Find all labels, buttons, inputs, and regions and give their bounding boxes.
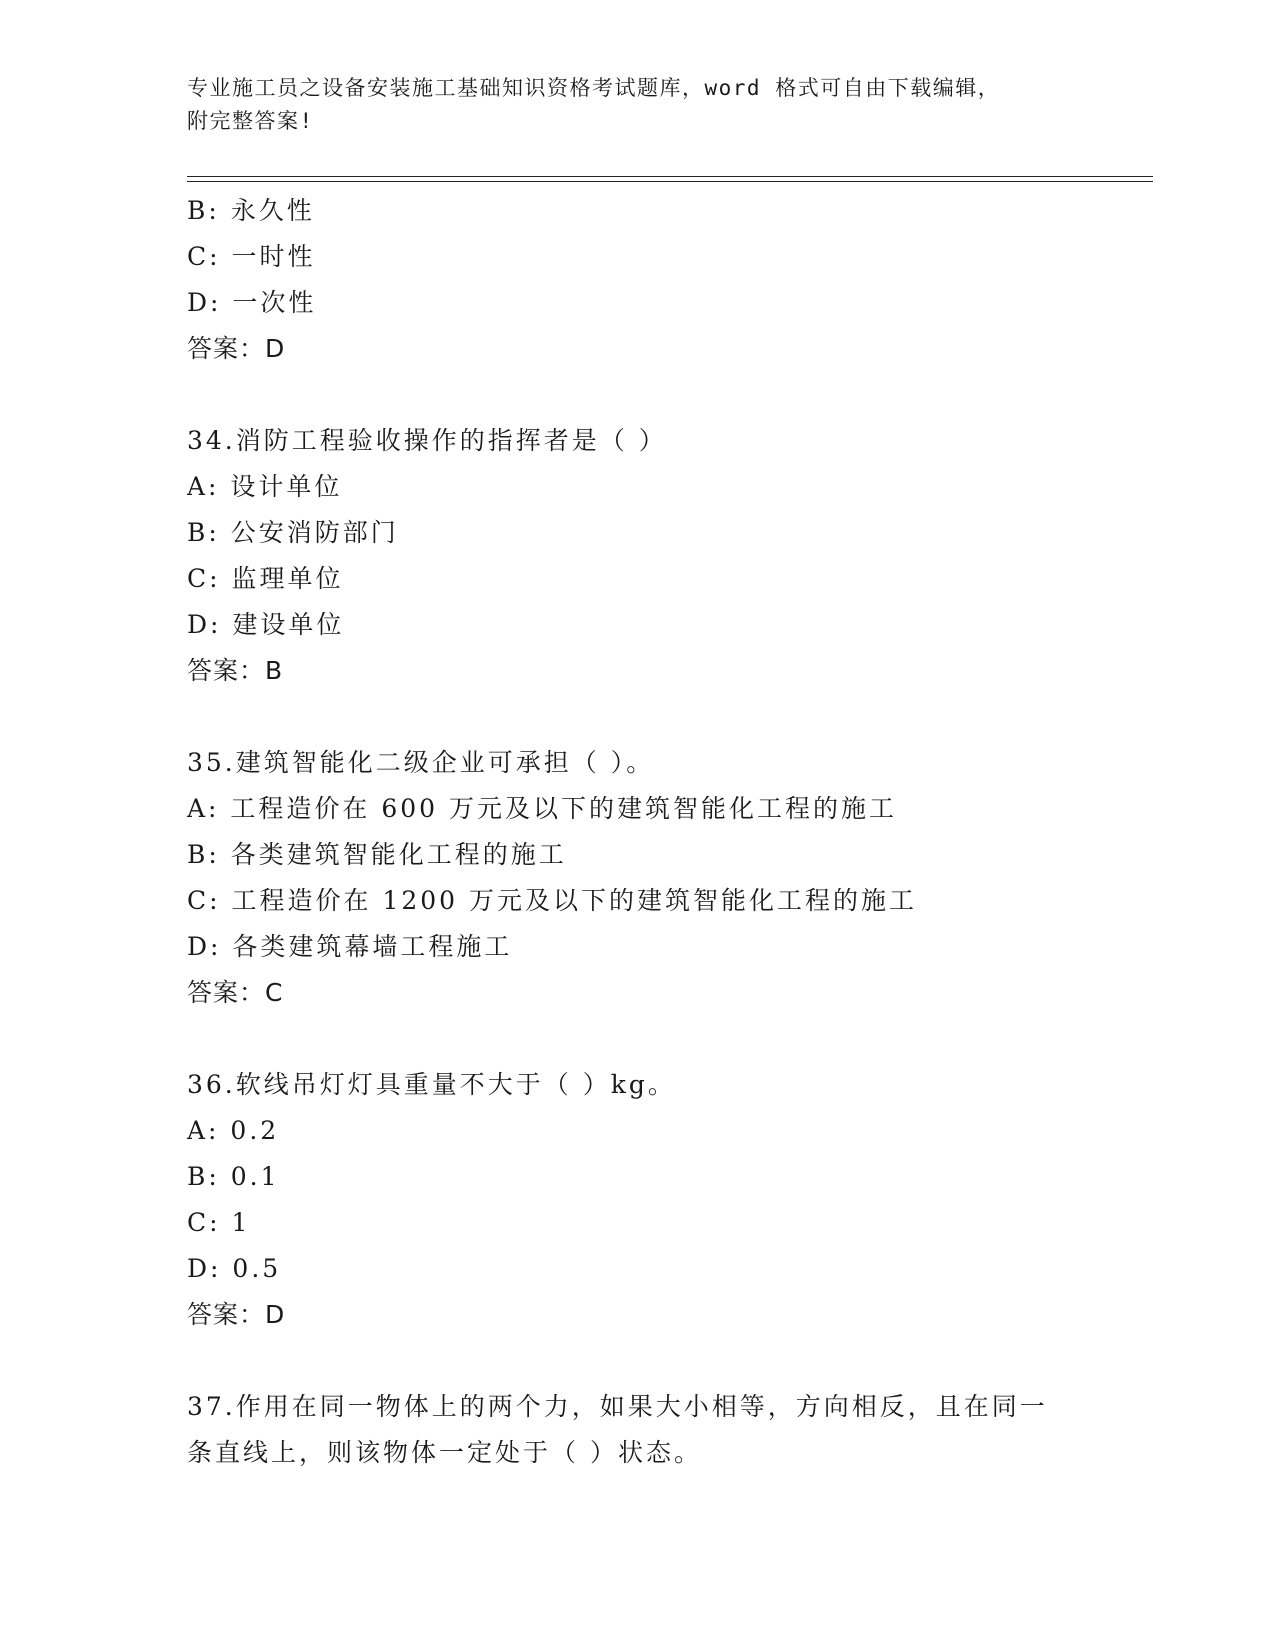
option-b: B: 0.1 [187,1162,280,1191]
question-stem-line-1: 37.作用在同一物体上的两个力，如果大小相等，方向相反，且在同一 [187,1392,1048,1421]
option-a: A: 工程造价在 600 万元及以下的建筑智能化工程的施工 [187,794,898,823]
spacer [187,1338,1087,1384]
option-d: D: 0.5 [187,1254,282,1283]
spacer [187,1016,1087,1062]
option-b: B: 公安消防部门 [187,518,399,547]
question-block-36 [187,1062,1087,1338]
answer-line: 答案：D [187,1300,286,1329]
question-block-37 [187,1384,1087,1476]
question-block-33 [187,188,1087,372]
header-divider-bottom [187,181,1153,182]
spacer [187,372,1087,418]
answer-line: 答案：B [187,656,284,685]
option-a: A: 0.2 [187,1116,280,1145]
option-c: C: 工程造价在 1200 万元及以下的建筑智能化工程的施工 [187,886,918,915]
header-line-1: 专业施工员之设备安装施工基础知识资格考试题库，word 格式可自由下载编辑， [187,76,1001,100]
question-stem: 35.建筑智能化二级企业可承担（ ）。 [187,748,655,777]
header-line-2: 附完整答案! [187,109,314,133]
option-d: D: 一次性 [187,288,317,317]
question-stem: 34.消防工程验收操作的指挥者是（ ） [187,426,667,455]
question-block-35 [187,740,1087,1016]
option-c: C: 一时性 [187,242,316,271]
question-block-34 [187,418,1087,694]
option-b: B: 永久性 [187,196,315,225]
header-divider-top [187,176,1153,177]
answer-line: 答案：C [187,978,284,1007]
spacer [187,694,1087,740]
option-d: D: 各类建筑幕墙工程施工 [187,932,513,961]
option-a: A: 设计单位 [187,472,343,501]
option-d: D: 建设单位 [187,610,345,639]
option-c: C: 1 [187,1208,251,1237]
answer-line: 答案：D [187,334,286,363]
question-stem-line-2: 条直线上，则该物体一定处于（ ）状态。 [187,1438,702,1467]
option-b: B: 各类建筑智能化工程的施工 [187,840,567,869]
option-c: C: 监理单位 [187,564,344,593]
document-header [187,72,1067,138]
question-stem: 36.软线吊灯灯具重量不大于（ ）kg。 [187,1070,676,1099]
question-list [187,188,1087,1476]
